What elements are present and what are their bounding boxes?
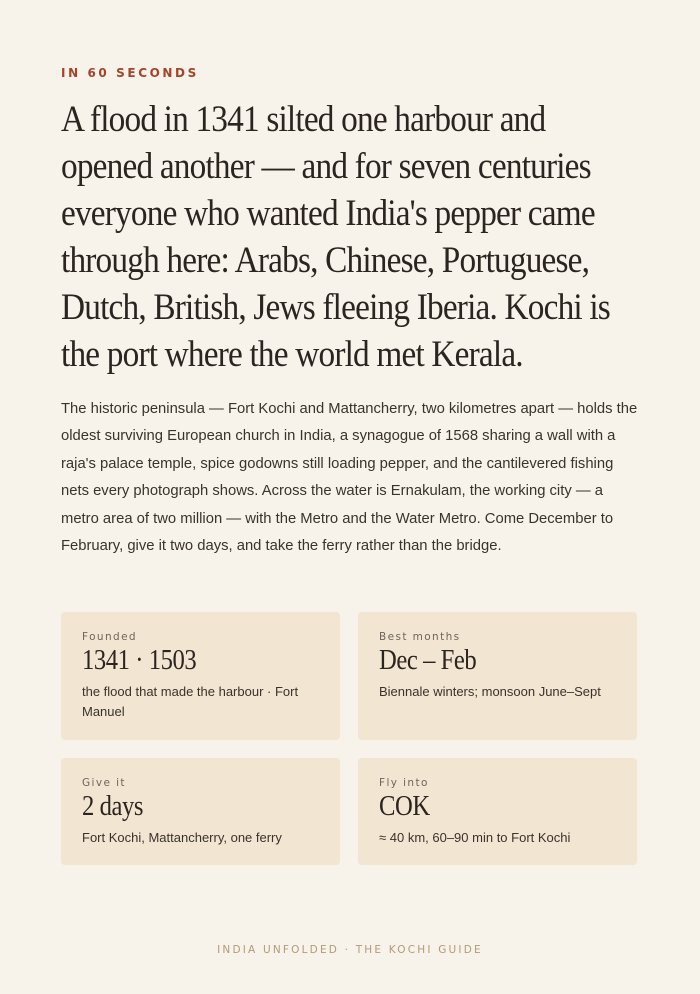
card-note: the flood that made the harbour · Fort Manuel	[82, 684, 299, 719]
card-note: ≈ 40 km, 60–90 min to Fort Kochi	[379, 830, 571, 845]
card-value: COK	[379, 791, 430, 822]
page-headline: A flood in 1341 silted one harbour and opened another — and for seven centuries everyone who wanted India's pepper came through here: Arabs, Chinese, Portuguese, Dutch, British, Jews fleeing Iberia. Kochi is the port where the world met Kerala.	[61, 99, 610, 375]
fact-card-fly-into	[358, 758, 637, 865]
card-note: Biennale winters; monsoon June–Sept	[379, 684, 601, 699]
card-label: Give it	[82, 777, 126, 789]
card-label: Fly into	[379, 777, 429, 789]
fact-card-best-months	[358, 612, 637, 740]
card-label: Founded	[82, 631, 137, 643]
fact-card-founded	[61, 612, 340, 740]
section-eyebrow: IN 60 SECONDS	[61, 66, 199, 80]
card-value: 2 days	[82, 791, 144, 822]
intro-paragraph: The historic peninsula — Fort Kochi and Mattancherry, two kilometres apart — holds the oldest surviving European church in India, a synagogue of 1568 sharing a wall with a raja's palace temple, spice godowns still loading pepper, and the cantilevered fishing nets every photograph shows. Across the water is Ernakulam, the working city — a metro area of two million — with the Metro and the Water Metro. Come December to February, give it two days, and take the ferry rather than the bridge.	[61, 401, 638, 555]
card-value: 1341 · 1503	[82, 645, 197, 676]
page-footer: INDIA UNFOLDED · THE KOCHI GUIDE	[217, 944, 483, 956]
card-note: Fort Kochi, Mattancherry, one ferry	[82, 830, 282, 845]
card-value: Dec – Feb	[379, 645, 477, 676]
card-label: Best months	[379, 631, 461, 643]
fact-card-give-it	[61, 758, 340, 865]
